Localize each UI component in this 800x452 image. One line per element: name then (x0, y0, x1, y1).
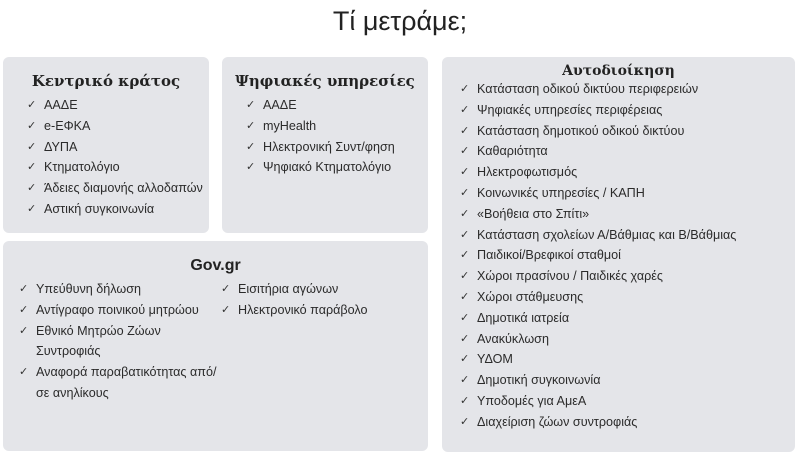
checkmark-icon: ✓ (460, 270, 470, 283)
checkmark-icon: ✓ (246, 140, 256, 153)
checkmark-icon: ✓ (460, 124, 470, 137)
list-item-label: Ψηφιακό Κτηματολόγιο (263, 160, 392, 175)
checkmark-icon: ✓ (460, 290, 470, 303)
list-item (460, 370, 795, 391)
checkmark-icon: ✓ (460, 415, 470, 428)
list-item-label: Άδειες διαμονής αλλοδαπών (44, 181, 203, 196)
list-item-label: Υπεύθυνη δήλωση (36, 282, 142, 296)
checkmark-icon: ✓ (19, 283, 29, 295)
list-item-label: Υποδομές για ΑμεΑ (477, 393, 587, 408)
checkmark-icon: ✓ (460, 207, 470, 220)
checklist (442, 79, 795, 433)
list-item (221, 300, 368, 321)
list-item-label: Ηλεκτρονική Συντ/φηση (263, 139, 395, 154)
checklist (221, 279, 368, 404)
checklist (19, 279, 221, 404)
list-item (460, 349, 795, 370)
checkmark-icon: ✓ (27, 202, 37, 215)
list-item (19, 300, 221, 321)
checkmark-icon: ✓ (460, 374, 470, 387)
checkmark-icon: ✓ (19, 324, 29, 337)
list-item-label: Αστική συγκοινωνία (44, 201, 155, 216)
list-item (246, 157, 428, 178)
checkmark-icon: ✓ (460, 394, 470, 407)
list-item (221, 279, 368, 300)
checkmark-icon: ✓ (27, 140, 37, 153)
checkmark-icon: ✓ (460, 103, 470, 116)
list-item (460, 308, 795, 329)
page-title: Τί μετράμε; (332, 6, 468, 36)
list-item (19, 279, 221, 300)
checkmark-icon: ✓ (27, 182, 37, 195)
checkmark-icon: ✓ (19, 303, 29, 316)
list-item (460, 391, 795, 412)
list-item-label: Δημοτικά ιατρεία (477, 310, 570, 325)
list-item (246, 116, 428, 137)
list-item-label: Αναφορά παραβατικότητας από/σε ανηλίκους (36, 365, 217, 400)
list-item-label: Κατάσταση σχολείων Α/Βάθμιας και Β/Βάθμιας (477, 227, 737, 242)
checkmark-icon: ✓ (246, 99, 256, 111)
list-item (460, 245, 795, 266)
list-item (246, 95, 428, 116)
list-item-label: myHealth (263, 118, 317, 133)
list-item (27, 95, 209, 116)
list-item (460, 121, 795, 142)
checkmark-icon: ✓ (460, 186, 470, 199)
list-item (460, 162, 795, 183)
list-item (460, 204, 795, 225)
card-title: Gov.gr (190, 257, 241, 274)
checkmark-icon: ✓ (460, 249, 470, 262)
list-item (27, 116, 209, 137)
list-item (27, 199, 209, 220)
list-item-label: Χώροι πρασίνου / Παιδικές χαρές (477, 269, 663, 284)
list-item-label: Εθνικό Μητρώο Ζώων Συντροφιάς (36, 323, 161, 359)
list-item (460, 266, 795, 287)
checkmark-icon: ✓ (27, 99, 37, 111)
list-item-label: Καθαριότητα (477, 144, 548, 159)
list-item-label: ΔΥΠΑ (44, 139, 78, 154)
checkmark-icon: ✓ (27, 161, 37, 174)
list-item (460, 141, 795, 162)
list-item (27, 178, 209, 199)
checkmark-icon: ✓ (246, 161, 256, 174)
list-item (27, 137, 209, 158)
checkmark-icon: ✓ (460, 353, 470, 366)
list-item-label: Δημοτική συγκοινωνία (477, 373, 601, 388)
checkmark-icon: ✓ (246, 119, 256, 132)
list-item-label: Κτηματολόγιο (44, 160, 120, 175)
card-title: Κεντρικό κράτος (31, 72, 181, 90)
list-item (19, 321, 221, 363)
list-item (19, 362, 221, 404)
card-title: Αυτοδιοίκηση (562, 63, 675, 79)
list-item-label: Κατάσταση δημοτικού οδικού δικτύου (477, 123, 685, 138)
central-state-card (3, 57, 209, 233)
list-item (460, 225, 795, 246)
list-item-label: ΑΑΔΕ (263, 98, 297, 112)
govgr-card (3, 241, 428, 451)
list-item (246, 137, 428, 158)
list-item-label: Διαχείριση ζώων συντροφιάς (477, 414, 638, 429)
checkmark-icon: ✓ (460, 228, 470, 241)
checkmark-icon: ✓ (221, 283, 231, 295)
list-item-label: Αντίγραφο ποινικού μητρώου (36, 302, 199, 317)
checkmark-icon: ✓ (221, 303, 231, 316)
checkmark-icon: ✓ (460, 83, 470, 95)
list-item-label: Ψηφιακές υπηρεσίες περιφέρειας (477, 102, 663, 117)
list-item-label: ΑΑΔΕ (44, 98, 78, 112)
list-item-label: «Βοήθεια στο Σπίτι» (477, 206, 590, 221)
local-government-card (442, 57, 795, 452)
digital-services-card (222, 57, 428, 233)
list-item-label: ΥΔΟΜ (477, 352, 513, 367)
list-item-label: Κοινωνικές υπηρεσίες / ΚΑΠΗ (477, 185, 645, 200)
checklist (222, 95, 428, 178)
list-item (460, 329, 795, 350)
checkmark-icon: ✓ (27, 119, 37, 132)
checkmark-icon: ✓ (460, 311, 470, 324)
checkmark-icon: ✓ (19, 366, 29, 379)
checkmark-icon: ✓ (460, 332, 470, 345)
checkmark-icon: ✓ (460, 145, 470, 158)
card-title: Ψηφιακές υπηρεσίες (235, 72, 415, 90)
checkmark-icon: ✓ (460, 166, 470, 179)
list-item-label: e-ΕΦΚΑ (44, 118, 91, 133)
checklist (3, 95, 209, 220)
list-item-label: Ηλεκτρονικό παράβολο (238, 302, 368, 317)
list-item (460, 100, 795, 121)
list-item-label: Εισιτήρια αγώνων (238, 282, 339, 296)
list-item (460, 79, 795, 100)
list-item-label: Χώροι στάθμευσης (477, 289, 584, 304)
list-item (460, 287, 795, 308)
list-item-label: Κατάσταση οδικού δικτύου περιφερειών (477, 82, 699, 96)
list-item-label: Ανακύκλωση (477, 331, 549, 346)
list-item (460, 183, 795, 204)
list-item (460, 412, 795, 433)
list-item-label: Παιδικοί/Βρεφικοί σταθμοί (477, 248, 621, 263)
list-item-label: Ηλεκτροφωτισμός (477, 165, 578, 180)
list-item (27, 157, 209, 178)
